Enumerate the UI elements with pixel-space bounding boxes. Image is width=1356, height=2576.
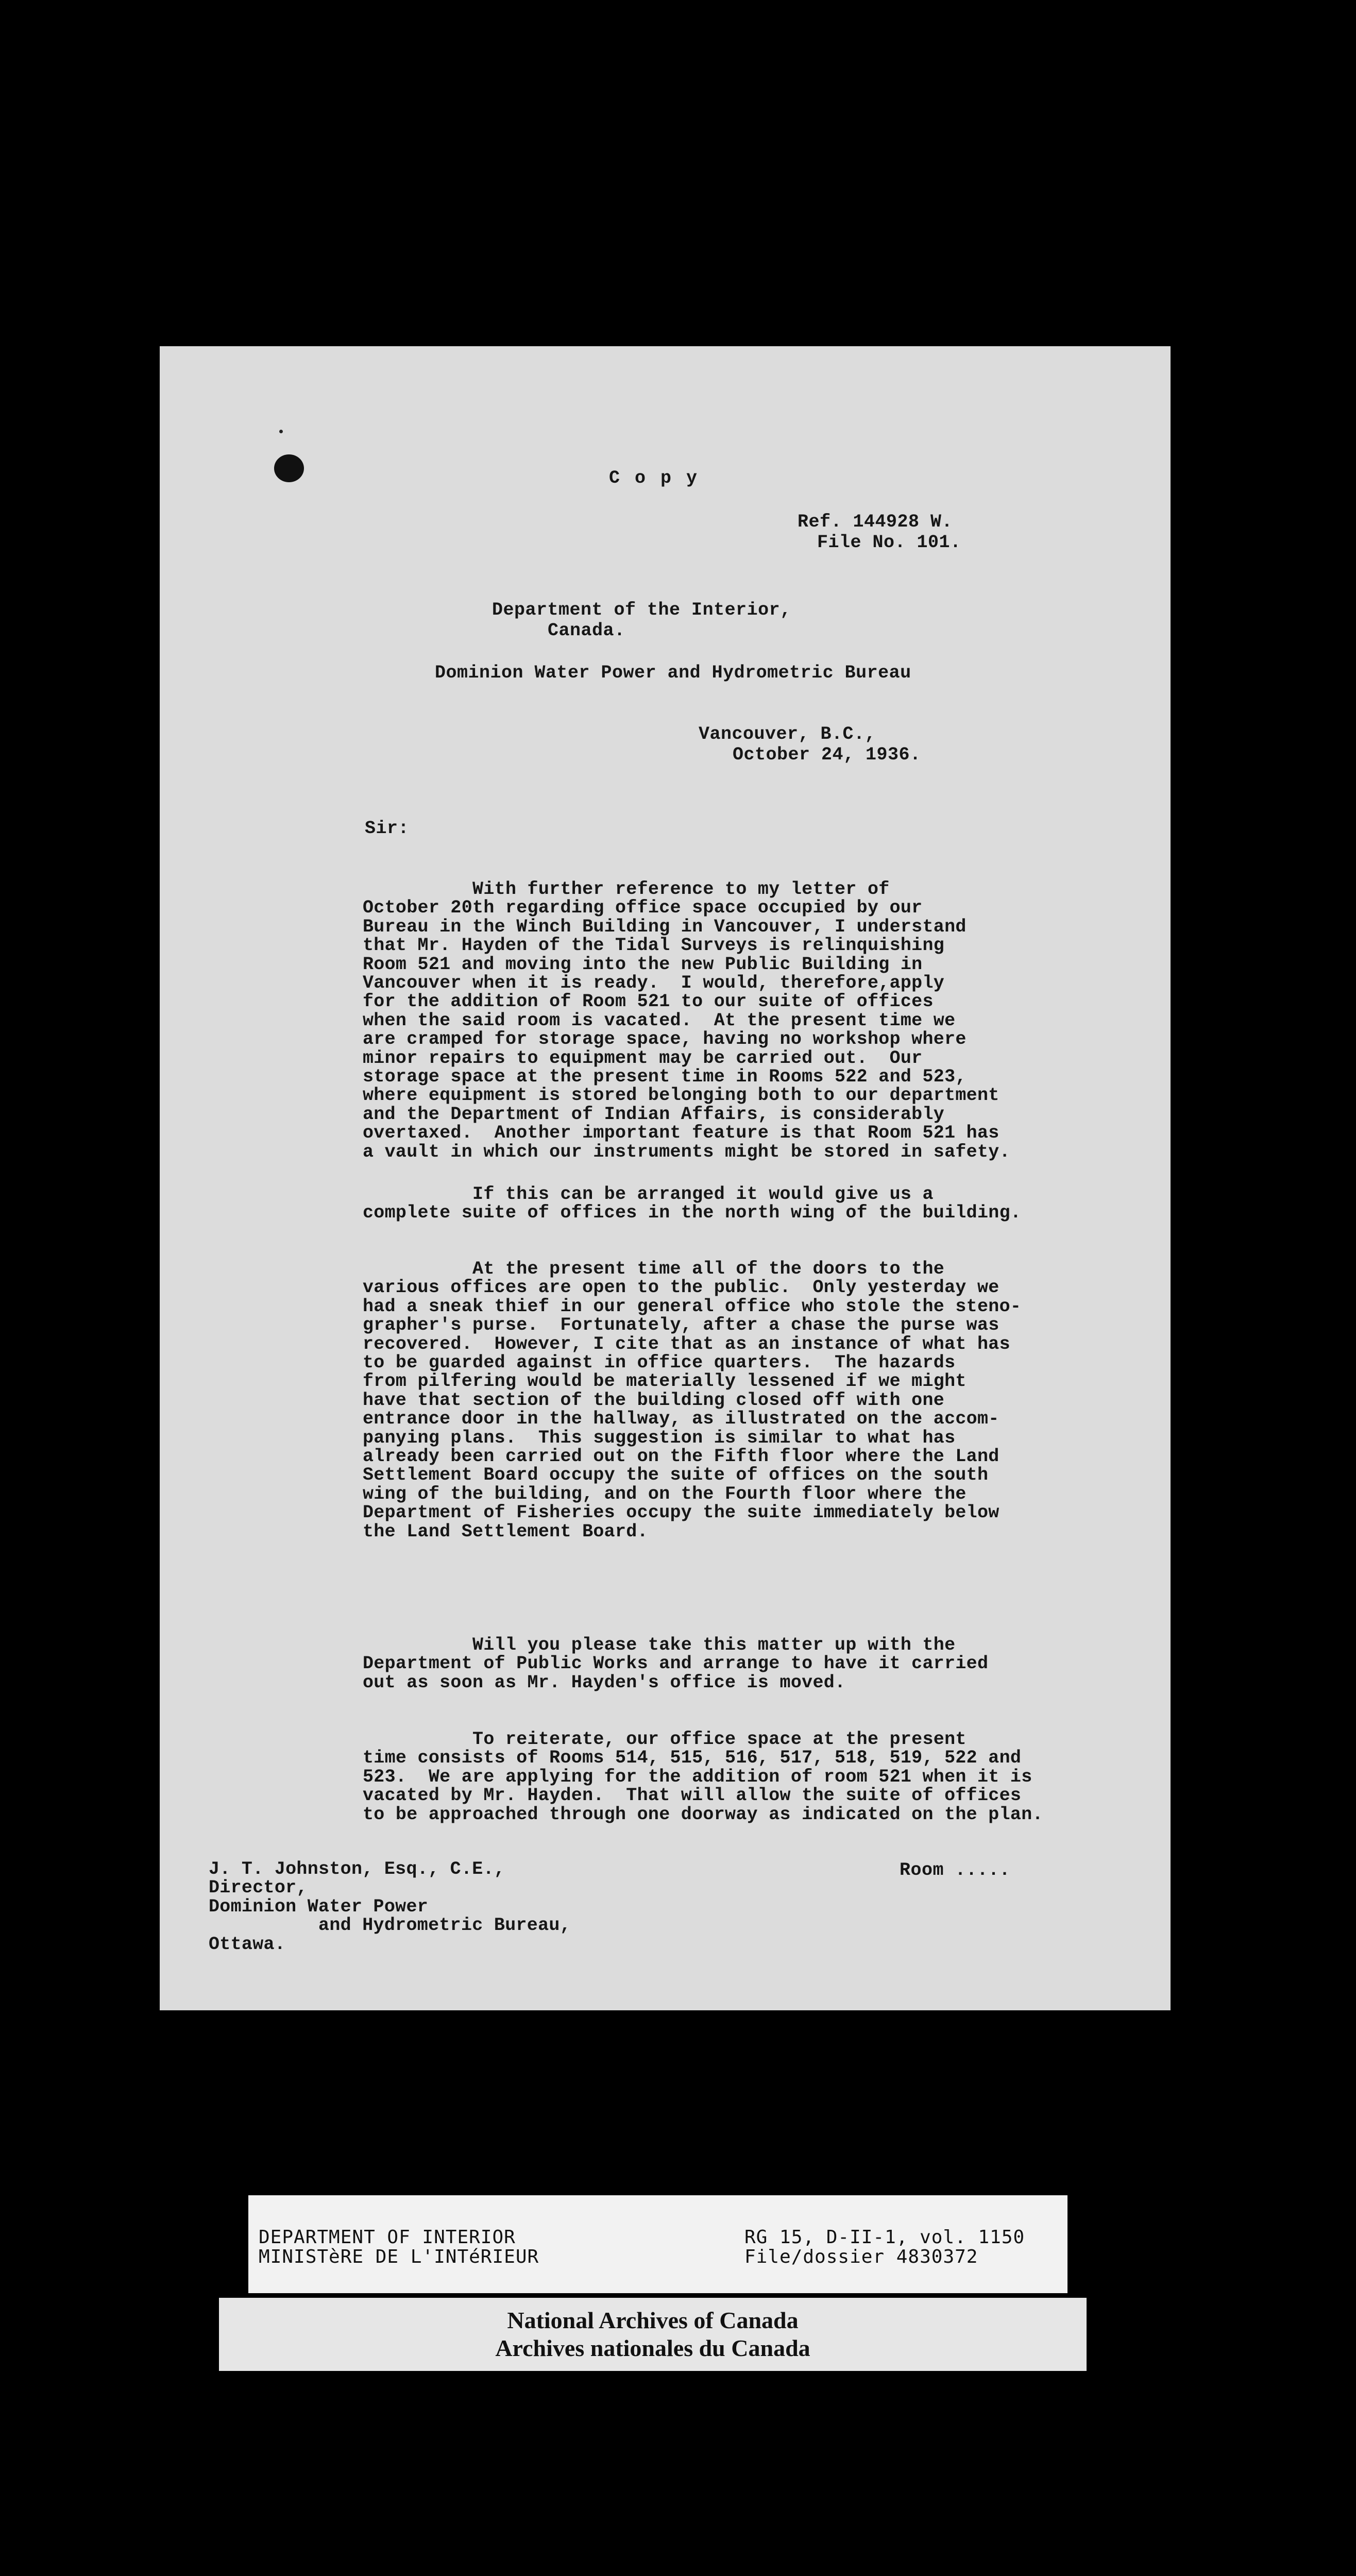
department-french: MINISTèRE DE L'INTéRIEUR	[259, 2246, 539, 2267]
text-line: time consists of Rooms 514, 515, 516, 517, 518, 519, 522 and	[363, 1748, 1022, 1769]
text-line: At the present time all of the doors to the	[363, 1259, 945, 1279]
text-line: recovered. However, I cite that as an instance of what has	[363, 1333, 1010, 1354]
text-line: grapher's purse. Fortunately, after a chase the purse was	[363, 1315, 999, 1336]
text-line: Settlement Board occupy the suite of offices on the south	[363, 1465, 989, 1486]
text-line: a vault in which our instruments might be stored in safety.	[363, 1141, 1010, 1162]
punch-hole	[274, 454, 304, 482]
body-paragraph	[363, 1730, 1043, 1824]
text-line: Room 521 and moving into the new Public Building in	[363, 954, 923, 975]
letter-city: Vancouver, B.C.,	[699, 724, 876, 744]
text-line: various offices are open to the public. Only yesterday we	[363, 1277, 999, 1298]
text-line: that Mr. Hayden of the Tidal Surveys is relinquishing	[363, 935, 945, 956]
country-name: Canada.	[548, 620, 625, 641]
addressee-block	[209, 1860, 571, 1954]
text-line: are cramped for storage space, having no workshop where	[363, 1029, 967, 1050]
text-line: to be guarded against in office quarters. The hazards	[363, 1352, 956, 1374]
archive-name-french: Archives nationales du Canada	[495, 2335, 810, 2361]
bureau-name: Dominion Water Power and Hydrometric Bureau	[435, 663, 911, 683]
addressee-line: and Hydrometric Bureau,	[209, 1915, 571, 1936]
addressee-line: J. T. Johnston, Esq., C.E.,	[209, 1859, 505, 1879]
text-line: from pilfering would be materially lessened if we might	[363, 1371, 967, 1392]
archive-name-english: National Archives of Canada	[507, 2307, 799, 2333]
text-line: Department of Fisheries occupy the suite immediately below	[363, 1502, 999, 1523]
text-line: Bureau in the Winch Building in Vancouver, I understand	[363, 916, 967, 937]
text-line: already been carried out on the Fifth floor where the Land	[363, 1446, 999, 1467]
text-line: wing of the building, and on the Fourth floor where the	[363, 1483, 967, 1504]
body-paragraph	[363, 880, 1010, 1161]
text-line: to be approached through one doorway as indicated on the plan.	[363, 1804, 1043, 1825]
text-line: To reiterate, our office space at the present	[363, 1729, 967, 1750]
text-line: storage space at the present time in Rooms 522 and 523,	[363, 1066, 967, 1088]
text-line: where equipment is stored belonging both to our department	[363, 1085, 999, 1106]
text-line: have that section of the building closed off with one	[363, 1389, 945, 1411]
body-paragraph	[363, 1185, 1021, 1223]
department-name: Department of the Interior,	[492, 600, 791, 620]
text-line: had a sneak thief in our general office who stole the steno-	[363, 1296, 1022, 1317]
text-line: overtaxed. Another important feature is that Room 521 has	[363, 1123, 999, 1144]
department-english: DEPARTMENT OF INTERIOR	[259, 2227, 516, 2248]
text-line: minor repairs to equipment may be carried out. Our	[363, 1047, 923, 1069]
text-line: when the said room is vacated. At the present time we	[363, 1010, 956, 1031]
file-dossier: File/dossier 4830372	[744, 2246, 978, 2267]
letter-date: October 24, 1936.	[733, 744, 921, 765]
addressee-line: Director,	[209, 1877, 308, 1899]
text-line: October 20th regarding office space occupied by our	[363, 897, 923, 919]
text-line: the Land Settlement Board.	[363, 1521, 648, 1542]
body-paragraph	[363, 1260, 1021, 1541]
text-line: for the addition of Room 521 to our suite of offices	[363, 991, 934, 1012]
archive-banner	[219, 2298, 1087, 2371]
text-line: and the Department of Indian Affairs, is considerably	[363, 1104, 945, 1125]
text-line: If this can be arranged it would give us a	[363, 1184, 934, 1205]
text-line: With further reference to my letter of	[363, 879, 890, 900]
record-group: RG 15, D-II-1, vol. 1150	[744, 2227, 1025, 2248]
reference-number: Ref. 144928 W.	[798, 512, 953, 532]
text-line: entrance door in the hallway, as illustrated on the accom-	[363, 1409, 999, 1430]
text-line: Vancouver when it is ready. I would, therefore,apply	[363, 973, 945, 994]
body-paragraph	[363, 1636, 988, 1692]
copy-heading: C o p y	[609, 468, 700, 488]
text-line: out as soon as Mr. Hayden's office is moved.	[363, 1672, 846, 1693]
paper-speck	[279, 430, 283, 433]
addressee-line: Dominion Water Power	[209, 1896, 429, 1917]
text-line: Department of Public Works and arrange to have it carried	[363, 1653, 989, 1674]
room-line: Room .....	[900, 1860, 1011, 1880]
text-line: vacated by Mr. Hayden. That will allow the suite of offices	[363, 1785, 1022, 1806]
text-line: Will you please take this matter up with the	[363, 1635, 956, 1655]
text-line: 523. We are applying for the addition of room 521 when it is	[363, 1766, 1032, 1787]
file-number: File No. 101.	[817, 532, 961, 553]
letter-page	[160, 346, 1171, 2010]
text-line: panying plans. This suggestion is similar to what has	[363, 1427, 956, 1448]
salutation: Sir:	[365, 818, 410, 839]
archive-reference-tag	[248, 2195, 1067, 2293]
addressee-line: Ottawa.	[209, 1934, 286, 1955]
text-line: complete suite of offices in the north wing of the building.	[363, 1202, 1022, 1224]
